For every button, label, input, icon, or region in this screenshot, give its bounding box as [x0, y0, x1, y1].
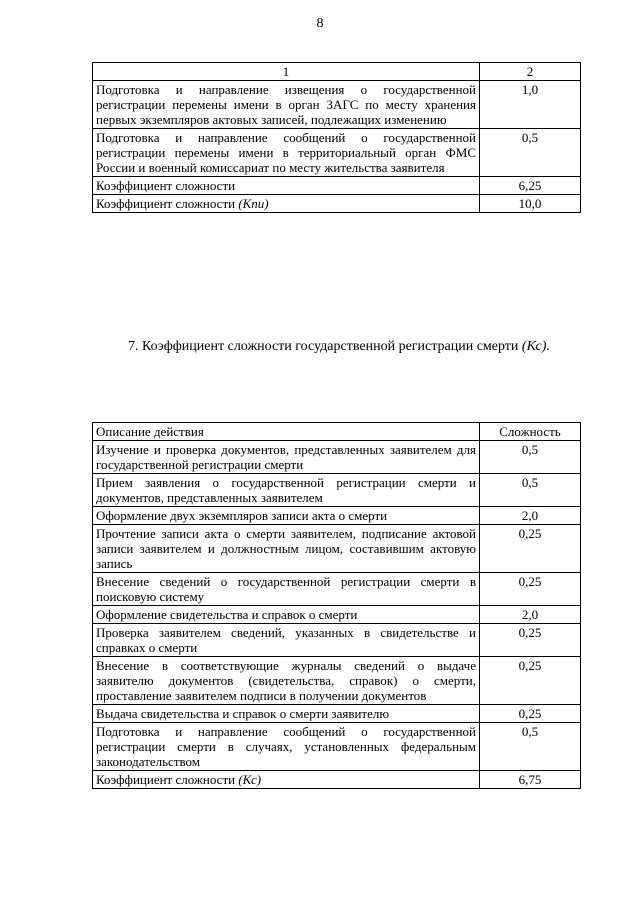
complexity-value: 0,25	[480, 525, 581, 573]
complexity-value: 0,5	[480, 723, 581, 771]
action-description: Изучение и проверка документов, представленных заявителем для государственной регистрации смерти	[93, 441, 480, 474]
table-row	[93, 705, 581, 723]
action-description: Прочтение записи акта о смерти заявителем, подписание актовой записи заявителем и должностным лицом, составившим актовую запись	[93, 525, 480, 573]
total-row	[93, 771, 581, 789]
complexity-value: 0,5	[480, 129, 581, 177]
action-description: Внесение сведений о государственной регистрации смерти в поисковую систему	[93, 573, 480, 606]
action-description: Проверка заявителем сведений, указанных в свидетельстве и справках о смерти	[93, 624, 480, 657]
complexity-value: 0,5	[480, 474, 581, 507]
table-header-row	[93, 63, 581, 81]
column-header: Сложность	[480, 423, 581, 441]
table-row	[93, 657, 581, 705]
action-description: Коэффициент сложности	[93, 177, 480, 195]
section-heading	[92, 338, 580, 356]
action-description: Прием заявления о государственной регистрации смерти и документов, представленных заявителем	[93, 474, 480, 507]
table-row	[93, 573, 581, 606]
column-header: 2	[480, 63, 581, 81]
complexity-value: 1,0	[480, 81, 581, 129]
complexity-value: 2,0	[480, 606, 581, 624]
total-value: 6,75	[480, 771, 581, 789]
complexity-value: 0,25	[480, 624, 581, 657]
table-header-row	[93, 423, 581, 441]
column-header: 1	[93, 63, 480, 81]
complexity-value: 0,5	[480, 441, 581, 474]
table-row	[93, 507, 581, 525]
coefficient-symbol: (Кпи)	[238, 196, 269, 211]
table-row	[93, 525, 581, 573]
table-row	[93, 606, 581, 624]
action-description: Подготовка и направление сообщений о государственной регистрации смерти в случаях, установленных федеральным законодательством	[93, 723, 480, 771]
total-label-cell	[93, 771, 480, 789]
column-header: Описание действия	[93, 423, 480, 441]
action-description: Выдача свидетельства и справок о смерти заявителю	[93, 705, 480, 723]
complexity-value: 0,25	[480, 657, 581, 705]
complexity-value: 0,25	[480, 705, 581, 723]
table-row	[93, 129, 581, 177]
complexity-value: 6,25	[480, 177, 581, 195]
table-row	[93, 723, 581, 771]
complexity-value: 0,25	[480, 573, 581, 606]
total-row	[93, 195, 581, 213]
table-row	[93, 177, 581, 195]
complexity-table-name-change	[92, 62, 581, 213]
table-row	[93, 441, 581, 474]
total-label: Коэффициент сложности	[96, 196, 236, 211]
total-value: 10,0	[480, 195, 581, 213]
table-row	[93, 624, 581, 657]
action-description: Подготовка и направление сообщений о государственной регистрации перемены имени в территориальный орган ФМС России и военный комиссариат по месту жительства заявителя	[93, 129, 480, 177]
page-number: 8	[316, 16, 324, 31]
action-description: Оформление двух экземпляров записи акта о смерти	[93, 507, 480, 525]
action-description: Оформление свидетельства и справок о смерти	[93, 606, 480, 624]
action-description: Внесение в соответствующие журналы сведений о выдаче заявителю документов (свидетельства, справок) о смерти, проставление заявителем подписи в получении документов	[93, 657, 480, 705]
action-description: Подготовка и направление извещения о государственной регистрации перемены имени в орган ЗАГС по месту хранения первых экземпляров актовых записей, подлежащих изменению	[93, 81, 480, 129]
total-label: Коэффициент сложности	[96, 772, 236, 787]
total-label-cell	[93, 195, 480, 213]
heading-text: 7. Коэффициент сложности государственной регистрации смерти	[128, 339, 519, 354]
coefficient-symbol: (Кс)	[238, 772, 262, 787]
complexity-value: 2,0	[480, 507, 581, 525]
table-row	[93, 81, 581, 129]
coefficient-symbol: (Кс).	[521, 339, 550, 354]
complexity-table-death-registration	[92, 422, 581, 789]
table-row	[93, 474, 581, 507]
